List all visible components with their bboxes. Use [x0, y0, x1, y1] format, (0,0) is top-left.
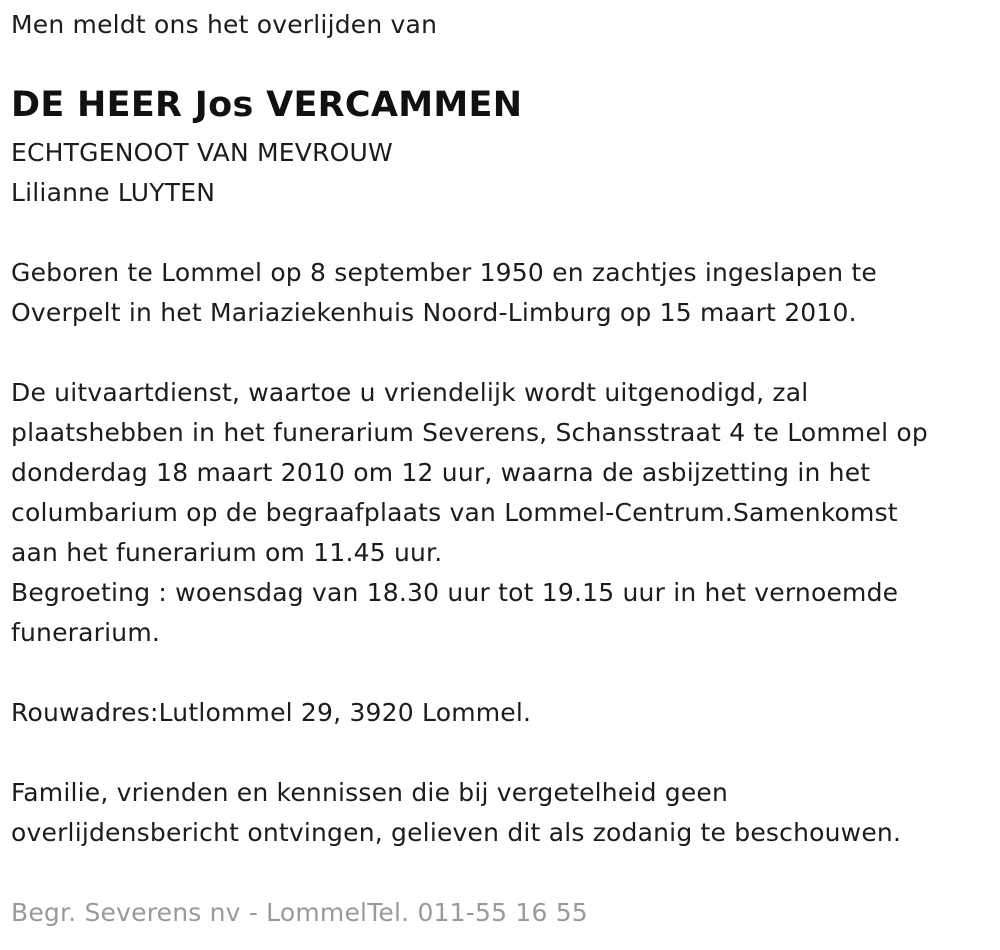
funeral-home-footer: Begr. Severens nv - LommelTel. 011-55 16 55 [11, 898, 588, 927]
service-line: donderdag 18 maart 2010 om 12 uur, waarna de asbijzetting in het [11, 458, 871, 487]
service-line: plaatshebben in het funerarium Severens, Schansstraat 4 te Lommel op [11, 418, 928, 447]
mourning-address: Rouwadres:Lutlommel 29, 3920 Lommel. [11, 698, 532, 727]
intro-line: Men meldt ons het overlijden van [11, 10, 438, 39]
deceased-name: DE HEER Jos VERCAMMEN [11, 85, 523, 125]
visitation-line: Begroeting : woensdag van 18.30 uur tot 19.15 uur in het vernoemde [11, 578, 899, 607]
service-line: columbarium op de begraafplaats van Lommel-Centrum.Samenkomst [11, 498, 898, 527]
spouse-title: ECHTGENOOT VAN MEVROUW [11, 138, 393, 167]
family-note-line: Familie, vrienden en kennissen die bij vergetelheid geen [11, 778, 729, 807]
birth-death-line: Overpelt in het Mariaziekenhuis Noord-Limburg op 15 maart 2010. [11, 298, 857, 327]
service-line: aan het funerarium om 11.45 uur. [11, 538, 443, 567]
family-note-line: overlijdensbericht ontvingen, gelieven dit als zodanig te beschouwen. [11, 818, 902, 847]
birth-death-line: Geboren te Lommel op 8 september 1950 en zachtjes ingeslapen te [11, 258, 877, 287]
visitation-line: funerarium. [11, 618, 161, 647]
spouse-name: Lilianne LUYTEN [11, 178, 216, 207]
service-line: De uitvaartdienst, waartoe u vriendelijk wordt uitgenodigd, zal [11, 378, 809, 407]
